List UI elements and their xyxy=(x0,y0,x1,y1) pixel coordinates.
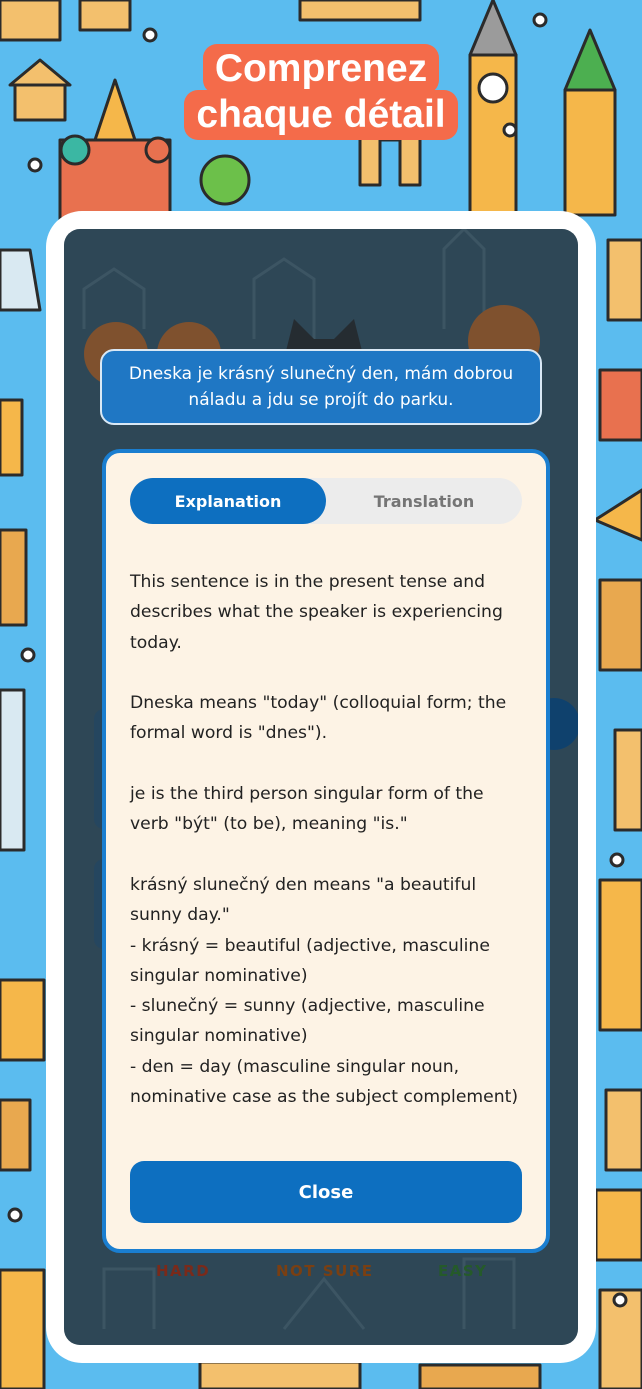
tab-translation[interactable]: Translation xyxy=(373,491,475,511)
tab-explanation[interactable]: Explanation xyxy=(130,478,326,524)
app-screen xyxy=(64,229,578,1345)
headline-line-2: chaque détail xyxy=(184,90,457,140)
explanation-bullet: - slunečný = sunny (adjective, masculine singular nominative) xyxy=(130,996,485,1047)
explanation-paragraph: krásný slunečný den means "a beautiful sunny day." xyxy=(130,874,477,926)
sentence-bubble xyxy=(100,349,542,425)
phone-frame xyxy=(46,211,596,1363)
explanation-paragraph: Dneska means "today" (colloquial form; the formal word is "dnes"). xyxy=(130,693,507,744)
not-sure-button[interactable]: NOT SURE xyxy=(276,1262,374,1280)
close-button[interactable]: Close xyxy=(130,1161,522,1223)
tab-switcher xyxy=(130,478,522,524)
explanation-bullet: - den = day (masculine singular noun, nominative case as the subject complement) xyxy=(130,1056,519,1108)
explanation-text xyxy=(130,567,520,1112)
explanation-paragraph: This sentence is in the present tense and describes what the speaker is experiencing today. xyxy=(130,572,503,653)
headline xyxy=(0,44,642,140)
headline-line-1: Comprenez xyxy=(203,44,439,94)
explanation-bullet: - krásný = beautiful (adjective, masculine singular nominative) xyxy=(130,935,490,986)
hard-button[interactable]: HARD xyxy=(156,1262,211,1280)
easy-button[interactable]: EASY xyxy=(438,1262,488,1280)
explanation-paragraph: je is the third person singular form of the verb "být" (to be), meaning "is." xyxy=(130,784,484,835)
sentence-text: Dneska je krásný slunečný den, mám dobrou náladu a jdu se projít do parku. xyxy=(128,364,514,410)
explanation-modal xyxy=(102,449,550,1253)
